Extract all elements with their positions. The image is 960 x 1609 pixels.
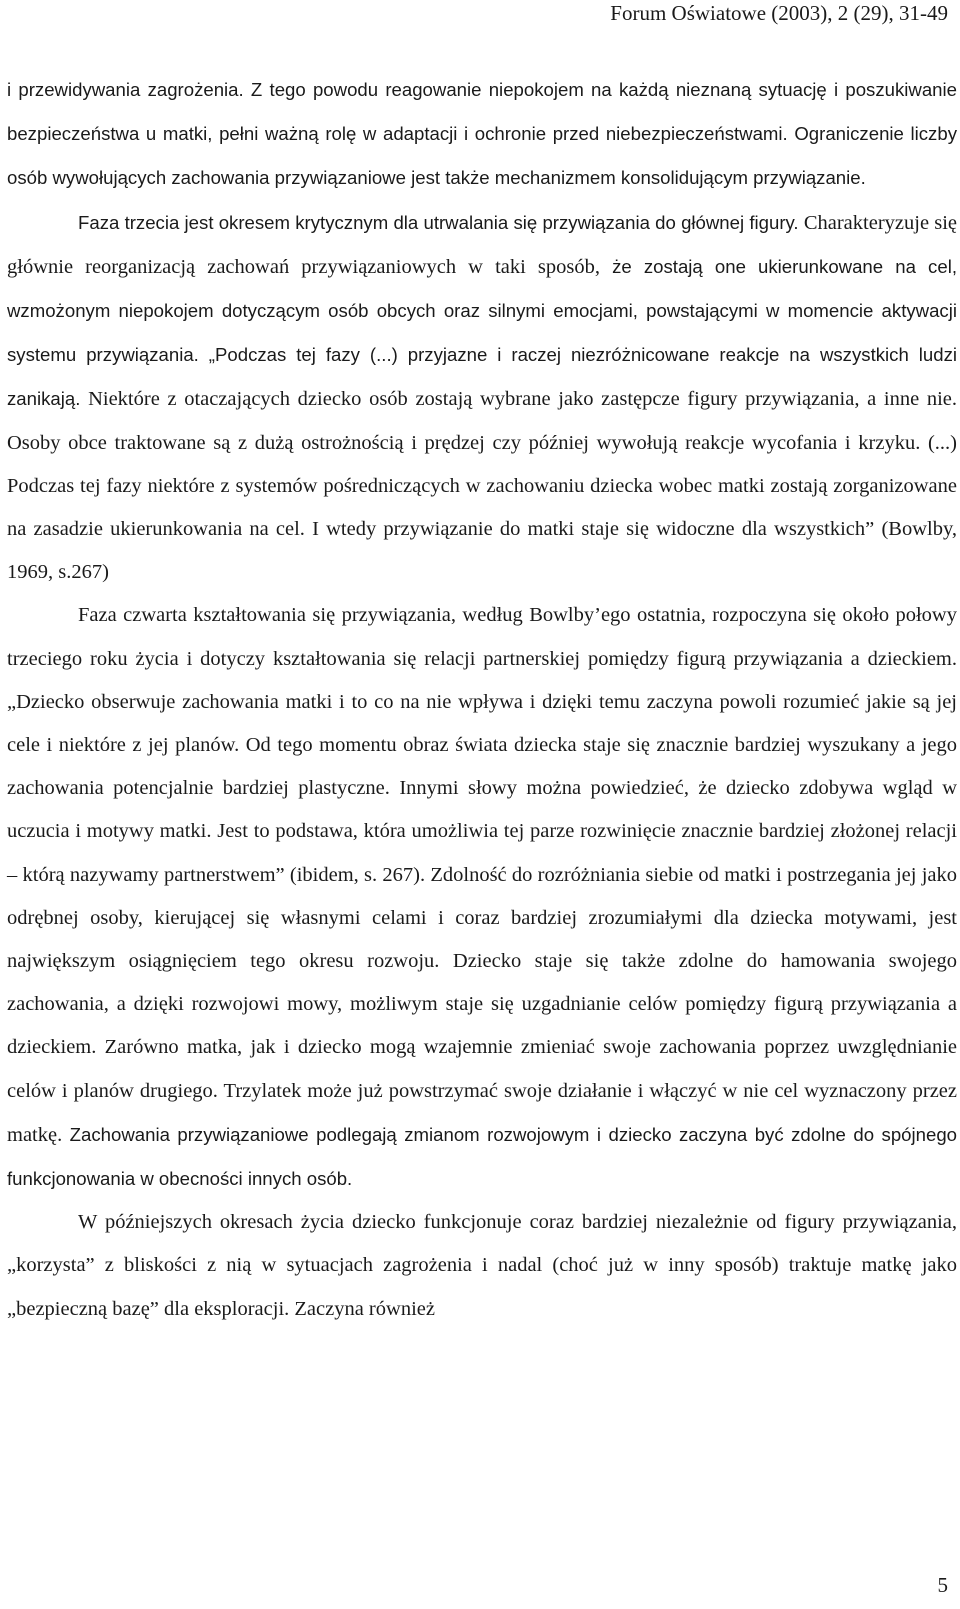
paragraph-later-periods (7, 1201, 957, 1331)
text-segment: Faza trzecia jest okresem krytycznym dla utrwalania się przywiązania do głównej figury. (78, 211, 804, 233)
paragraph-phase-four (7, 594, 957, 1201)
page-number: 5 (937, 1573, 948, 1597)
text-segment: Faza czwarta kształtowania się przywiązania, według Bowlby’ego ostatnia, rozpoczyna się około połowy trzeciego roku życia i dotyczy kształtowania się relacji partnerskiej pomiędzy figurą przywiązania a dzieckiem. „Dziecko obserwuje zachowania matki i to co na nie wpływa i dzięki temu zaczyna powoli rozumieć jakie są jej cele i niektóre z jej planów. Od tego momentu obraz świata dziecka staje się znacznie bardziej wyszukany a jego zachowania potencjalnie bardziej plastyczne. Innymi słowy można powiedzieć, że dziecko zdobywa wgląd w uczucia i motywy matki. Jest to podstawa, która umożliwia tej parze rozwinięcie znacznie bardziej złożonej relacji – którą nazywamy partnerstwem” (ibidem, s. 267). Zdolność do rozróżniania siebie od matki i postrzegania jej jako odrębnej osoby, kierującej się własnymi celami i coraz bardziej zrozumiałymi dla dziecka motywami, jest największym osiągnięciem tego okresu rozwoju. Dziecko staje się także zdolne do hamowania swojego zachowania, a dzięki rozwojowi mowy, możliwym staje się uzgadnianie celów pomiędzy figurą przywiązania a dzieckiem. Zarówno matka, jak i dziecko mogą wzajemnie zmieniać swoje zachowania poprzez uwzględnianie celów i planów drugiego. Trzylatek może już powstrzymać swoje działanie i włączyć w nie cel wyznaczony przez matkę. (7, 604, 957, 1146)
text-segment: i przewidywania zagrożenia. Z tego powodu reagowanie niepokojem na każdą nieznaną sytuację i poszukiwanie bezpieczeństwa u matki, pełni ważną rolę w adaptacji i ochronie przed niebezpieczeństwami. Ograniczenie liczby osób wywołujących zachowania przywiązaniowe jest także mechanizmem konsolidującym przywiązanie. (7, 79, 957, 189)
text-segment: Zachowania przywiązaniowe podlegają zmianom rozwojowym i dziecko zaczyna być zdolne do spójnego funkcjonowania w obecności innych osób. (7, 1123, 957, 1190)
body-text (7, 68, 957, 1331)
paragraph-phase-three (7, 201, 957, 595)
text-segment: że zostają one ukierunkowane na cel, wzmożonym niepokojem dotyczącym osób obcych oraz silnymi emocjami, powstającymi w momencie aktywacji systemu przywiązania. „Podczas tej fazy (...) przyjazne i raczej niezróżnicowane reakcje na wszystkich ludzi zanikają. (7, 255, 957, 410)
paragraph-continuation (7, 68, 957, 201)
text-segment: Charakteryzuje się głównie reorganizacją zachowań przywiązaniowych w taki sposób, (7, 211, 957, 278)
text-segment: Niektóre z otaczających dziecko osób zostają wybrane jako zastępcze figury przywiązania, a inne nie. Osoby obce traktowane są z dużą ostrożnością i prędzej czy później wywołują reakcje wycofania i krzyku. (...) Podczas tej fazy niektóre z systemów pośredniczących w zachowaniu dziecka wobec matki zostają zorganizowane na zasadzie ukierunkowania na cel. I wtedy przywiązanie do matki staje się widoczne dla wszystkich” (Bowlby, 1969, s.267) (7, 388, 957, 584)
text-segment: W późniejszych okresach życia dziecko funkcjonuje coraz bardziej niezależnie od figury przywiązania, „korzysta” z bliskości z nią w sytuacjach zagrożenia i nadal (choć już w inny sposób) traktuje matkę jako „bezpieczną bazę” dla eksploracji. Zaczyna również (7, 1211, 957, 1320)
running-header-citation: Forum Oświatowe (2003), 2 (29), 31-49 (610, 1, 948, 25)
